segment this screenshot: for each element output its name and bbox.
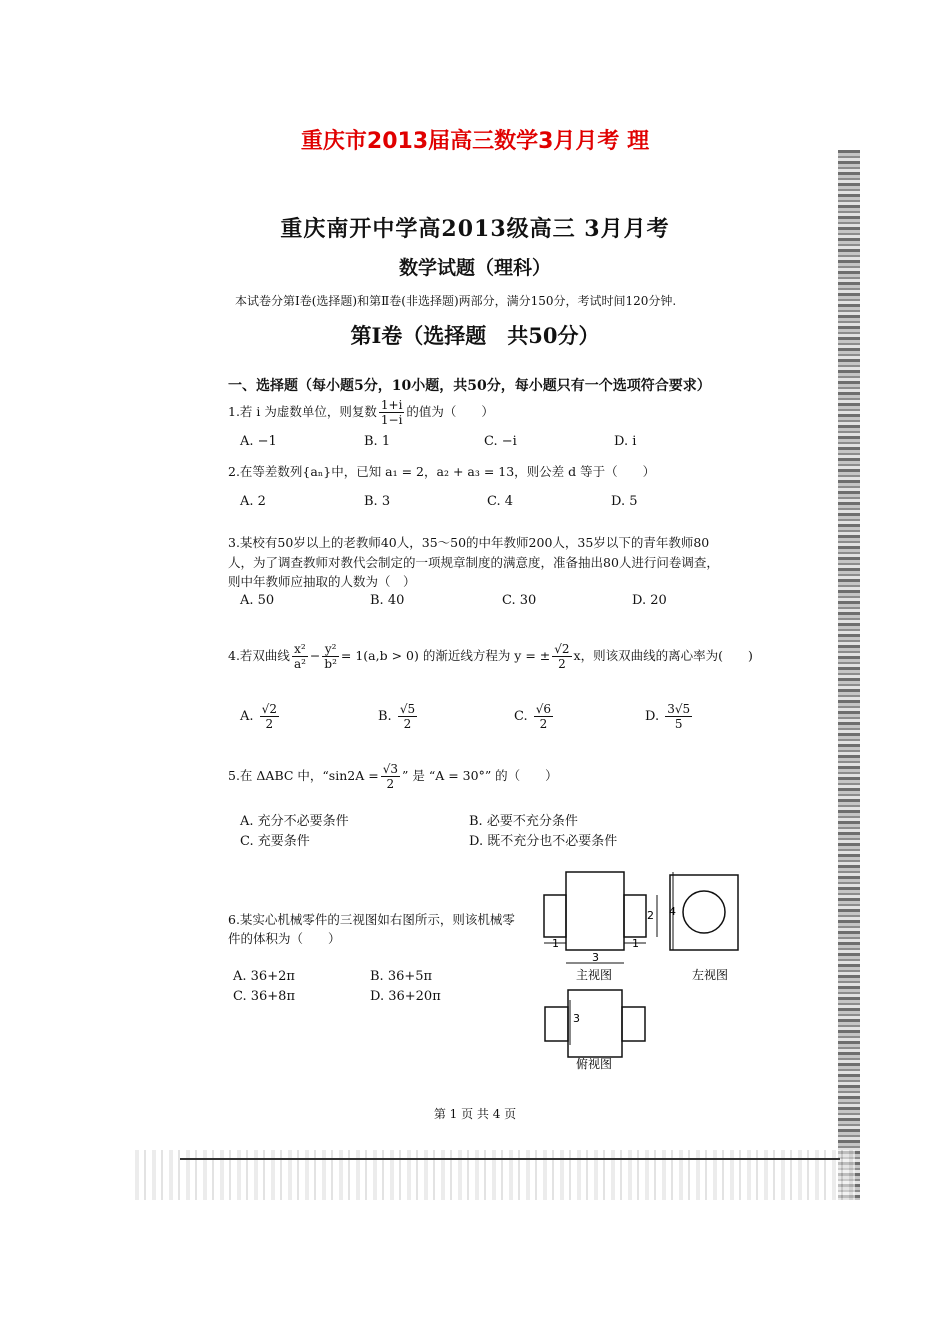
q4-option-b <box>378 702 419 731</box>
question-6-line-1: 6.某实心机械零件的三视图如右图所示，则该机械零 <box>228 912 515 927</box>
q4-frac-y <box>322 642 339 671</box>
side-view-rect <box>670 875 738 950</box>
front-view-left-ext <box>544 895 566 937</box>
q5-option-b: B. 必要不充分条件 <box>469 814 578 829</box>
exam-subject: 数学试题（理科） <box>398 257 551 279</box>
q5-frac-num: √3 <box>382 762 398 776</box>
question-4-stem <box>228 642 753 671</box>
q4-option-c-num: √6 <box>535 702 552 716</box>
three-view-figure <box>530 860 750 1075</box>
q6-option-a: A. 36+2π <box>233 969 295 984</box>
q6-option-d: D. 36+20π <box>370 989 441 1004</box>
q1-fraction <box>379 398 405 427</box>
question-6-line-2: 件的体积为（ ） <box>228 931 341 946</box>
top-view-left-ext <box>545 1007 568 1041</box>
q3-option-d: D. 20 <box>632 593 667 608</box>
q4-minus: − <box>309 648 321 663</box>
top-view-label: 俯视图 <box>576 1057 613 1071</box>
q4-frac-slope-num: √2 <box>554 642 570 656</box>
q1-option-c: C. −i <box>484 434 517 449</box>
q1-option-d: D. i <box>614 434 637 449</box>
q4-option-d <box>645 702 694 731</box>
side-view-label: 左视图 <box>692 968 729 982</box>
question-3-line-3: 则中年教师应抽取的人数为（ ） <box>228 574 416 589</box>
q3-option-c: C. 30 <box>502 593 537 608</box>
page-footer: 第 1 页 共 4 页 <box>433 1107 517 1121</box>
q1-text-before: 1.若 i 为虚数单位，则复数 <box>228 404 377 419</box>
q4-option-c-label: C. <box>514 709 528 724</box>
dim-label-2: 2 <box>647 909 654 922</box>
q2-option-a: A. 2 <box>240 494 266 509</box>
front-view-label: 主视图 <box>576 968 613 982</box>
q4-option-a-num: √2 <box>261 702 277 716</box>
q4-option-d-label: D. <box>645 709 660 724</box>
q6-option-c: C. 36+8π <box>233 989 295 1004</box>
q4-option-b-den: 2 <box>403 717 412 731</box>
front-view-right-ext <box>624 895 646 937</box>
q5-frac-den: 2 <box>386 777 395 791</box>
q4-option-d-frac <box>665 702 692 731</box>
q1-option-b: B. 1 <box>364 434 391 449</box>
q2-option-c: C. 4 <box>487 494 514 509</box>
dim-label-1-right: 1 <box>632 937 639 950</box>
q4-option-b-frac <box>398 702 417 731</box>
q5-fraction <box>381 762 400 791</box>
q4-frac-x-den: a² <box>293 657 306 671</box>
part-title: 第Ⅰ卷（选择题 共50分） <box>350 323 600 348</box>
document-title: 重庆市2013届高三数学3月月考 理 <box>300 129 650 154</box>
scan-page-edge <box>180 1158 840 1160</box>
q4-text-after: x，则该双曲线的离心率为( ) <box>573 648 753 663</box>
q4-option-d-num: 3√5 <box>667 702 691 716</box>
q1-text-after: 的值为（ ） <box>406 404 494 419</box>
q4-frac-slope <box>552 642 571 671</box>
q4-option-b-num: √5 <box>399 702 416 716</box>
dim-label-3-top: 3 <box>573 1012 580 1025</box>
q4-text-before: 4.若双曲线 <box>228 648 290 663</box>
q1-frac-den: 1−i <box>380 413 403 427</box>
q4-option-c-den: 2 <box>539 717 548 731</box>
q6-option-b: B. 36+5π <box>370 969 433 984</box>
q3-option-a: A. 50 <box>240 593 275 608</box>
q2-option-d: D. 5 <box>611 494 638 509</box>
q4-frac-x <box>292 642 308 671</box>
q4-text-mid: = 1(a,b > 0) 的渐近线方程为 y = ± <box>340 648 551 663</box>
q4-option-a-label: A. <box>240 709 254 724</box>
q4-frac-slope-den: 2 <box>558 657 566 671</box>
dim-label-3: 3 <box>592 951 599 964</box>
q4-option-c-frac <box>534 702 553 731</box>
question-3-line-1: 3.某校有50岁以上的老教师40人，35～50的中年教师200人，35岁以下的青年教师80 <box>228 535 710 550</box>
question-2-stem: 2.在等差数列{aₙ}中，已知 a₁ = 2，a₂ + a₃ = 13，则公差 d 等于（ ） <box>228 464 656 479</box>
q4-option-a-den: 2 <box>265 717 274 731</box>
scan-edge-shadow <box>838 150 860 1200</box>
q4-frac-x-num: x² <box>292 642 308 657</box>
q1-option-a: A. −1 <box>240 434 277 449</box>
q5-option-d: D. 既不充分也不必要条件 <box>469 834 618 849</box>
q4-option-c <box>514 702 555 731</box>
section-title: 一、选择题（每小题5分，10小题，共50分，每小题只有一个选项符合要求） <box>228 378 711 394</box>
q5-text-before: 5.在 ΔABC 中，“sin2A = <box>228 768 379 783</box>
q5-option-c: C. 充要条件 <box>240 834 310 849</box>
dim-label-1-left: 1 <box>552 937 559 950</box>
q4-option-a-frac <box>260 702 279 731</box>
q4-frac-y-num: y² <box>322 642 339 657</box>
q5-option-a: A. 充分不必要条件 <box>240 814 349 829</box>
question-3-line-2: 人，为了调查教师对教代会制定的一项规章制度的满意度，准备抽出80人进行问卷调查， <box>228 555 719 570</box>
q4-option-b-label: B. <box>378 709 392 724</box>
exam-header: 重庆南开中学高2013级高三 3月月考 <box>280 216 670 242</box>
question-1-stem <box>228 398 494 427</box>
q4-option-a <box>240 702 281 731</box>
exam-intro: 本试卷分第Ⅰ卷(选择题)和第Ⅱ卷(非选择题)两部分，满分150分，考试时间120分钟. <box>235 294 677 308</box>
q4-frac-y-den: b² <box>324 657 337 671</box>
q5-text-after: ” 是 “A = 30°” 的（ ） <box>401 768 558 783</box>
top-view-right-ext <box>622 1007 645 1041</box>
question-5-stem <box>228 762 558 791</box>
q2-option-b: B. 3 <box>364 494 391 509</box>
front-view-main-rect <box>566 872 624 950</box>
dim-label-4: 4 <box>669 905 676 918</box>
q4-option-d-den: 5 <box>674 717 683 731</box>
q3-option-b: B. 40 <box>370 593 405 608</box>
side-view-circle <box>683 891 725 933</box>
q1-frac-num: 1+i <box>380 398 403 412</box>
